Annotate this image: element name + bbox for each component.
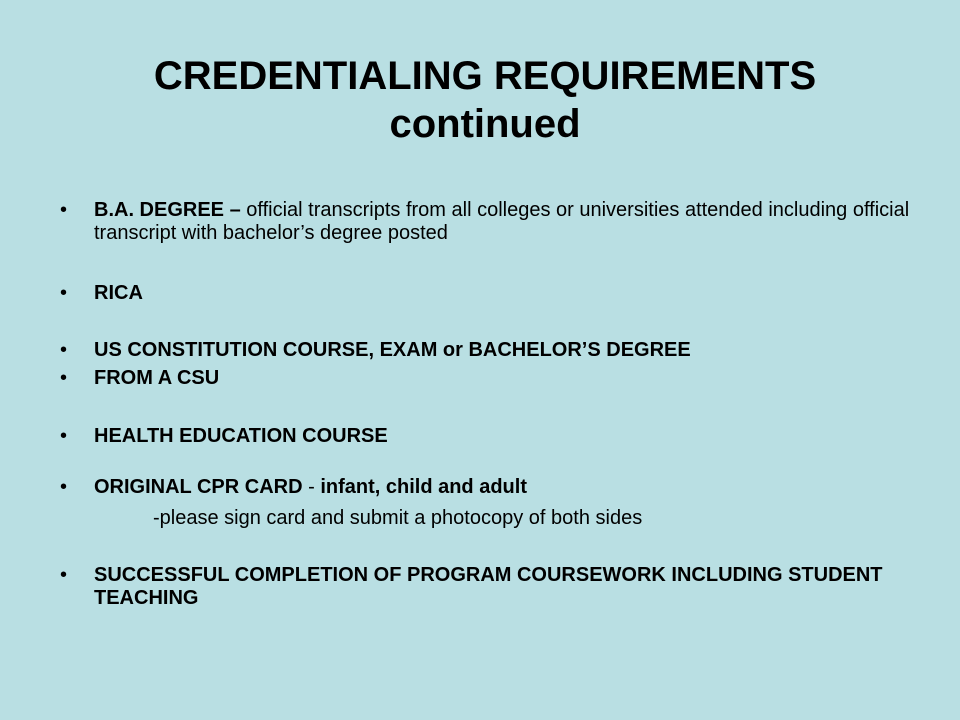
bullet-text: HEALTH EDUCATION COURSE [94,425,388,447]
bullet-health-education [60,425,910,448]
bullet-ba-degree [60,199,910,245]
bullet-us-constitution [60,339,910,362]
slide-title-line-2: continued [389,102,581,146]
bullet-separator: - [302,476,321,498]
bullet-rica [60,282,910,305]
bullet-detail: infant, child and adult [320,476,527,498]
bullet-cpr-card [60,476,910,499]
bullet-dot: • [60,476,68,498]
bullet-text: SUCCESSFUL COMPLETION OF PROGRAM COURSEWORK INCLUDING STUDENT TEACHING [94,564,883,609]
slide-title-line-1: CREDENTIALING REQUIREMENTS [153,54,817,98]
bullet-text [94,476,910,499]
slide-title [60,52,910,148]
bullet-dot: • [60,282,68,304]
bullet-dot: • [60,564,68,586]
bullet-dot: • [60,367,68,389]
bullet-dot: • [60,339,68,361]
bullet-text: US CONSTITUTION COURSE, EXAM or BACHELOR’S DEGREE [94,339,691,361]
bullet-dot: • [60,425,68,447]
bullet-heading: ORIGINAL CPR CARD [94,476,303,498]
bullet-from-csu [60,367,910,390]
bullet-dot: • [60,199,68,221]
cpr-card-note: -please sign card and submit a photocopy of both sides [153,507,643,529]
bullet-text [94,199,910,245]
bullet-program-coursework [60,564,910,610]
bullet-detail: official transcripts from all colleges or universities attended including official transcript with bachelor’s degree posted [94,199,910,244]
bullet-heading: B.A. DEGREE – [94,199,247,221]
bullet-text: FROM A CSU [94,367,220,389]
bullet-text: RICA [94,282,143,304]
